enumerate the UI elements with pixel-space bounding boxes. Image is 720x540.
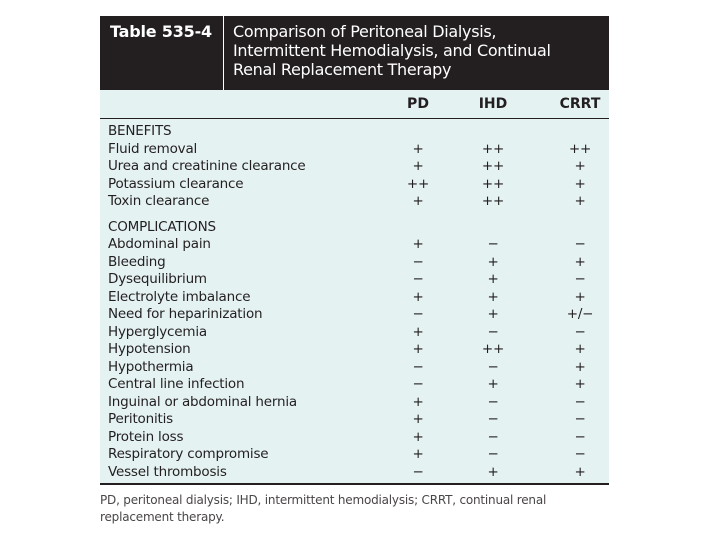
column-header-crrt: CRRT: [559, 96, 601, 112]
cell-crrt: +: [574, 463, 586, 480]
cell-pd: +: [412, 323, 424, 340]
cell-pd: −: [412, 253, 424, 270]
table-row: [100, 193, 609, 211]
cell-crrt: ++: [568, 140, 592, 157]
cell-pd: ++: [406, 175, 430, 192]
cell-ihd: +: [487, 306, 499, 322]
cell-crrt: −: [574, 393, 586, 410]
table-title: Comparison of Peritoneal Dialysis, Intermittent Hemodialysis, and Continual Renal Replacement Therapy: [233, 22, 551, 79]
cell-pd: +: [412, 341, 424, 357]
cell-ihd: +: [487, 253, 499, 270]
table-body: [100, 90, 609, 483]
cell-pd: +: [412, 193, 424, 209]
row-label: Hyperglycemia: [108, 323, 207, 340]
cell-ihd: ++: [481, 193, 505, 209]
table-row: [100, 271, 609, 289]
cell-ihd: −: [487, 428, 499, 445]
row-label: Dysequilibrium: [108, 271, 207, 287]
cell-crrt: +: [574, 175, 586, 192]
cell-crrt: −: [574, 428, 586, 445]
cell-crrt: −: [574, 271, 586, 287]
cell-pd: +: [412, 236, 424, 252]
cell-crrt: −: [574, 323, 586, 340]
row-label: Respiratory compromise: [108, 446, 269, 462]
table-row: [100, 341, 609, 359]
cell-ihd: +: [487, 463, 499, 480]
cell-ihd: ++: [481, 175, 505, 192]
table-row: [100, 446, 609, 464]
cell-pd: −: [412, 306, 424, 322]
column-header-row: [100, 90, 609, 119]
cell-ihd: +: [487, 288, 499, 305]
cell-crrt: +: [574, 358, 586, 375]
cell-crrt: +: [574, 193, 586, 209]
table-footnote: PD, peritoneal dialysis; IHD, intermittent hemodialysis; CRRT, continual renal replacement therapy.: [100, 493, 547, 524]
cell-pd: −: [412, 463, 424, 480]
cell-crrt: +: [574, 376, 586, 392]
cell-crrt: +/−: [566, 306, 594, 322]
cell-pd: +: [412, 140, 424, 157]
row-label: Bleeding: [108, 253, 166, 270]
cell-ihd: −: [487, 323, 499, 340]
cell-pd: −: [412, 271, 424, 287]
row-label: Hypotension: [108, 341, 191, 357]
cell-ihd: −: [487, 236, 499, 252]
table-row: [100, 289, 609, 307]
cell-pd: +: [412, 288, 424, 305]
cell-ihd: −: [487, 411, 499, 427]
table-row: [100, 176, 609, 194]
table-bottom-rule: [100, 483, 609, 485]
table-row: [100, 141, 609, 159]
column-header-pd: PD: [407, 96, 429, 112]
table-row: [100, 376, 609, 394]
section-heading: BENEFITS: [108, 123, 172, 139]
table-number: Table 535-4: [110, 22, 212, 41]
table-row: [100, 236, 609, 254]
table-row: [100, 158, 609, 176]
row-label: Toxin clearance: [108, 193, 210, 209]
cell-crrt: +: [574, 158, 586, 174]
cell-ihd: −: [487, 358, 499, 375]
cell-ihd: +: [487, 271, 499, 287]
cell-ihd: +: [487, 376, 499, 392]
row-label: Abdominal pain: [108, 236, 211, 252]
row-label: Protein loss: [108, 428, 184, 445]
table-row: [100, 324, 609, 342]
cell-pd: −: [412, 358, 424, 375]
section-heading: COMPLICATIONS: [108, 218, 216, 235]
cell-ihd: ++: [481, 158, 505, 174]
table-row: [100, 411, 609, 429]
table-row: [100, 306, 609, 324]
row-label: Inguinal or abdominal hernia: [108, 393, 297, 410]
cell-pd: +: [412, 428, 424, 445]
row-label: Potassium clearance: [108, 175, 244, 192]
cell-crrt: +: [574, 288, 586, 305]
cell-crrt: −: [574, 236, 586, 252]
row-label: Electrolyte imbalance: [108, 288, 251, 305]
row-label: Urea and creatinine clearance: [108, 158, 306, 174]
cell-pd: +: [412, 446, 424, 462]
cell-pd: −: [412, 376, 424, 392]
table-header: [100, 16, 609, 90]
row-label: Hypothermia: [108, 358, 194, 375]
cell-crrt: −: [574, 446, 586, 462]
table-row: [100, 394, 609, 412]
cell-crrt: +: [574, 253, 586, 270]
row-label: Vessel thrombosis: [108, 463, 227, 480]
cell-ihd: ++: [481, 341, 505, 357]
cell-crrt: +: [574, 341, 586, 357]
table-row: [100, 464, 609, 482]
table-row: [100, 359, 609, 377]
table-row: [100, 254, 609, 272]
header-divider: [223, 16, 224, 90]
cell-ihd: ++: [481, 140, 505, 157]
table-row: [100, 429, 609, 447]
row-label: Peritonitis: [108, 411, 174, 427]
cell-pd: +: [412, 158, 424, 174]
cell-pd: +: [412, 411, 424, 427]
column-header-ihd: IHD: [478, 96, 508, 112]
row-label: Central line infection: [108, 376, 245, 392]
cell-ihd: −: [487, 393, 499, 410]
cell-crrt: −: [574, 411, 586, 427]
row-label: Need for heparinization: [108, 306, 263, 322]
cell-ihd: −: [487, 446, 499, 462]
cell-pd: +: [412, 393, 424, 410]
row-label: Fluid removal: [108, 140, 198, 157]
